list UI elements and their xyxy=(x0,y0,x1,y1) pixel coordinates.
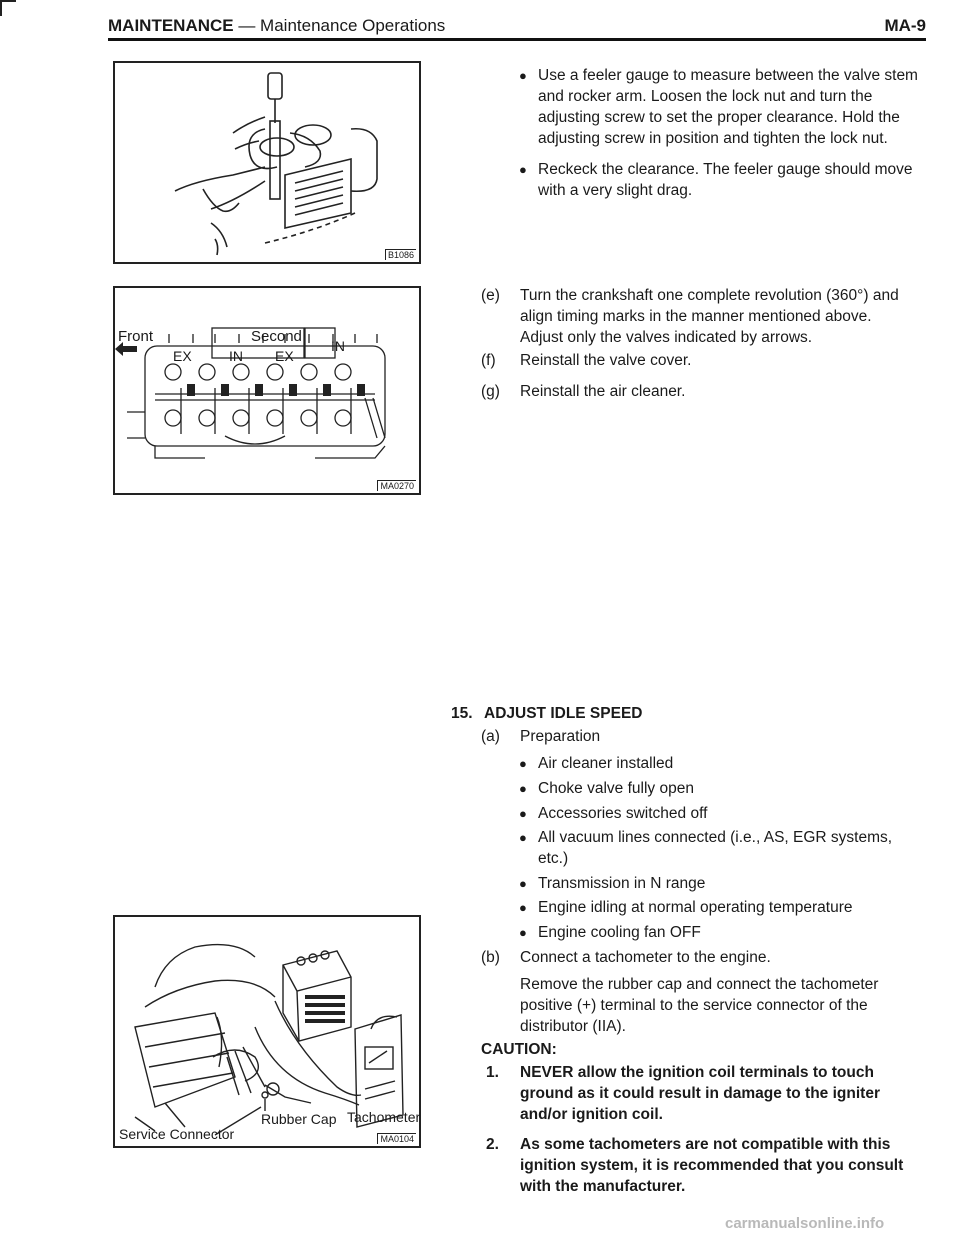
prep-air-cleaner: ● Air cleaner installed xyxy=(538,753,918,774)
item-e-text: Turn the crankshaft one complete revolution (360°) and align timing marks in the manner mentioned above. Adjust only the valves indicated by arrows. xyxy=(520,287,899,346)
caution-title: CAUTION: xyxy=(481,1041,557,1058)
item-b-detail: Remove the rubber cap and connect the tachometer positive (+) terminal to the service connector of the distributor (IIA). xyxy=(520,976,879,1035)
page-number: MA-9 xyxy=(884,16,926,35)
item-b-text: Connect a tachometer to the engine. xyxy=(520,949,771,966)
prep-transmission: ● Transmission in N range xyxy=(538,873,918,894)
feeler-gauge-illustration xyxy=(115,63,419,262)
label-in-1: IN xyxy=(229,348,243,364)
item-g-text: Reinstall the air cleaner. xyxy=(520,383,686,400)
item-b-label: (b) xyxy=(481,949,500,966)
figure-code: MA0104 xyxy=(377,1133,416,1144)
prep-accessories: ● Accessories switched off xyxy=(538,803,918,824)
prep-engine-idling: ● Engine idling at normal operating temperature xyxy=(538,897,918,918)
prep-cooling-fan: ● Engine cooling fan OFF xyxy=(538,922,918,943)
label-rubber-cap: Rubber Cap xyxy=(261,1111,337,1127)
header-title xyxy=(108,16,445,36)
caution-1-number: 1. xyxy=(486,1064,499,1081)
item-g-label: (g) xyxy=(481,383,500,400)
label-ex-1: EX xyxy=(173,348,192,364)
label-tachometer: Tachometer xyxy=(347,1109,421,1125)
valve-layout-illustration xyxy=(115,288,419,493)
item-a-label: (a) xyxy=(481,728,500,745)
item-f-text: Reinstall the valve cover. xyxy=(520,352,692,369)
item-e-label: (e) xyxy=(481,287,500,304)
caution-2-text: As some tachometers are not compatible with this ignition system, it is recommended that you consult with the manufacturer. xyxy=(520,1136,904,1195)
figure-code: B1086 xyxy=(385,249,416,260)
prep-choke-valve: ● Choke valve fully open xyxy=(538,778,918,799)
watermark-footer: carmanualsonline.info xyxy=(725,1215,885,1232)
item-f-label: (f) xyxy=(481,352,496,369)
step15-title: ADJUST IDLE SPEED xyxy=(484,705,643,722)
header-section: MAINTENANCE xyxy=(108,16,234,35)
header-subsection: — Maintenance Operations xyxy=(233,16,446,35)
caution-2-number: 2. xyxy=(486,1136,499,1153)
page-corner-mark xyxy=(0,0,16,16)
step15-number: 15. xyxy=(451,705,473,722)
label-second: Second xyxy=(251,328,302,345)
bullet-recheck: ● Reckeck the clearance. The feeler gauge should move with a very slight drag. xyxy=(538,159,918,201)
caution-1-text: NEVER allow the ignition coil terminals to touch ground as it could result in damage to the igniter and/or ignition coil. xyxy=(520,1064,880,1123)
bullet-feeler-gauge: ● Use a feeler gauge to measure between the valve stem and rocker arm. Loosen the lock nut and turn the adjusting screw to set the proper clearance. Hold the adjusting screw in position and tighten the lock nut. xyxy=(538,65,918,149)
figure-tachometer-hookup xyxy=(113,915,421,1148)
label-service-connector: Service Connector xyxy=(119,1126,235,1142)
label-ex-2: EX xyxy=(275,348,294,364)
label-in-2: IN xyxy=(331,338,345,354)
figure-feeler-gauge xyxy=(113,61,421,264)
label-front: Front xyxy=(118,328,154,345)
item-a-text: Preparation xyxy=(520,728,601,745)
header-rule xyxy=(108,38,926,41)
prep-vacuum-lines: ● All vacuum lines connected (i.e., AS, EGR systems, etc.) xyxy=(538,827,918,869)
figure-valve-layout xyxy=(113,286,421,495)
figure-code: MA0270 xyxy=(377,480,416,491)
page-header xyxy=(108,16,926,38)
